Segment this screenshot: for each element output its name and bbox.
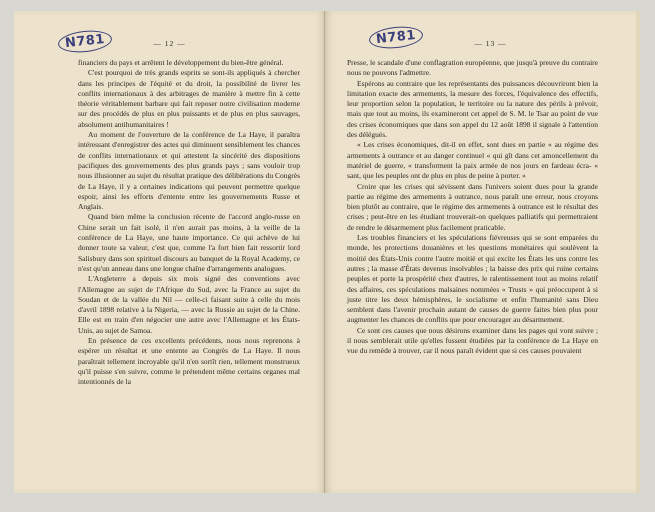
paragraph: C'est pourquoi de très grands esprits se sont-ils appliqués à chercher dans les principes de l'équité et du droit, la possibilité de livrer les conflits internationaux à des arbitrages de manière à mettre fin à cette théorie véritablement barbare qui fait reposer notre civilisation moderne sur des procédés de plus en plus puissants et de plus en plus sauvages, absolument antihumanitaires ! — [78, 68, 300, 129]
left-page — [14, 11, 325, 493]
paragraph: En présence de ces excellents précédents, nous nous reprenons à espérer un résultat et une entente au Congrès de La Haye. Il nous paraîtrait tellement incroyable qu'il n'en sortît rien, tellement monstrueux qu'il puisse s'en suivre, comme le prétendent même certains organes mal intentionnés de la — [78, 336, 300, 387]
paragraph: L'Angleterre a depuis six mois signé des conventions avec l'Allemagne au sujet de l'Afrique du Sud, avec la France au sujet du Soudan et de la vallée du Nil — celle-ci faisant suite à celle du mois d'avril 1898 relative à la Nigeria, — avec la Russie au sujet de la Chine. Elle est en train d'en négocier une autre avec l'Allemagne et les États-Unis, au sujet de Samoa. — [78, 274, 300, 335]
book-spread — [14, 11, 640, 493]
paragraph: Les troubles financiers et les spéculations fiévreuses qui se sont emparées du monde, les protections douanières et les questions monétaires qui soulèvent la moitié des États-Unis contre l'autre moitié et qui excite les États les uns contre les autres ; la masse d'États devenus insolvables ; la baisse des prix qui ruine certains peuples et porte la prospérité chez d'autres, le ralentissement tout au moins relatif des affaires, ces spéculations malsaines nommées « Trusts » qui préoccupent à si juste titre les deux hémisphères, le socialisme et enfin l'humanité sans Dieu semblent dans l'avenir prochain autant de causes de guerre faites bien plus pour augmenter les chances de conflits que pour encourager au désarmement. — [347, 233, 598, 325]
paragraph: Croire que les crises qui sévissent dans l'univers soient dues pour la grande partie au régime des armements à outrance, nous paraît une erreur, nous croyons bien plutôt au contraire, que le régime des armements à outrance est le résultat des crises ; peut-être en les étudiant trouverait-on quelques palliatifs qui permettraient de rendre le désarmement plus facilement praticable. — [347, 181, 598, 232]
catalog-stamp: N781 — [368, 24, 424, 51]
left-page-text — [78, 58, 300, 388]
page-number: — 12 — — [153, 39, 186, 48]
page-edge — [636, 11, 640, 493]
paragraph: financiers du pays et arrêtent le développement du bien-être général. — [78, 58, 284, 67]
paragraph: Ce sont ces causes que nous désirons examiner dans les pages qui vont suivre ; il nous semblerait utile qu'elles fussent étudiées par la conférence de La Haye en vue du remède à trouver, car il nous paraît évident que si ces causes pouvaient — [347, 325, 598, 356]
right-page-text — [347, 58, 598, 357]
catalog-stamp: N781 — [57, 28, 113, 55]
right-page — [325, 11, 640, 493]
paragraph: Quand bien même la conclusion récente de l'accord anglo-russe en Chine serait un fait isolé, il n'en aurait pas moins, à la veille de la conférence de La Haye, une haute importance. Ce qui achève de lui donner toute sa valeur, c'est que, comme l'a fort bien fait ressortir lord Salisbury dans son spirituel discours au banquet de la Royal Academy, ce n'est qu'un anneau dans une longue chaîne d'arrangements analogues. — [78, 212, 300, 273]
paragraph: Au moment de l'ouverture de la conférence de La Haye, il paraîtra intéressant d'enregistrer des actes qui diminuent sensiblement les chances de conflits internationaux et qui attestent la sincérité des dispositions pacifiques des gouvernements des plus grands pays ; sans vouloir trop nous illusionner au sujet du résultat pratique des délibérations du Congrès de La Haye, il y a certaines indications qui peuvent permettre quelque espoir, ainsi les efforts d'entente entre les gouvernements Russe et Anglais. — [78, 130, 300, 212]
page-number: — 13 — — [474, 39, 507, 48]
quotation: « Les crises économiques, dit-il en effet, sont dues en partie « au régime des armements à outrance et au danger continuel « qui gît dans cet amoncellement du matériel de guerre, « transforment la paix armée de nos jours en fardeau écra- « sant, que les peuples ont de plus en plus de peine à porter. » — [347, 140, 598, 181]
paragraph: Presse, le scandale d'une conflagration européenne, que jusqu'à preuve du contraire nous ne pouvons l'admettre. — [347, 58, 598, 78]
paragraph: Espérons au contraire que les représentants des puissances découvriront bien la limitation exacte des armements, la mesure des forces, l'équivalence des effectifs, leur proportion selon la population, le territoire ou la nature des périls à prévoir, mais que tout au moins, ils examineront cet appel de S. M. le Tsar au point de vue des crises économiques que dans son appel du 12 août 1898 il signale à l'attention des délégués. — [347, 78, 598, 140]
